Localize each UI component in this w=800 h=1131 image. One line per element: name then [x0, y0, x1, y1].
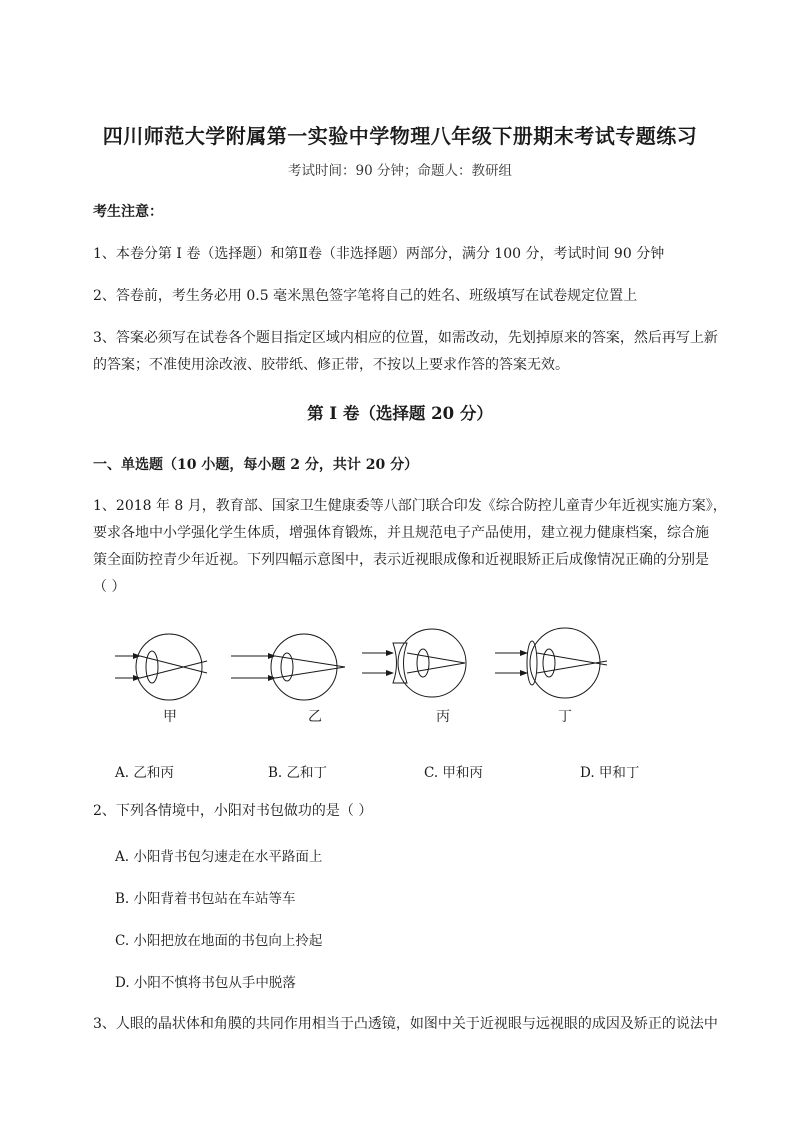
question-1-line: 要求各地中小学强化学生体质，增强体育锻炼，并且规范电子产品使用，建立视力健康档案，综合施 — [93, 525, 709, 541]
notice-heading: 考生注意： — [93, 204, 163, 220]
notice-item: 2、答卷前，考生务必用 0.5 毫米黑色签字笔将自己的姓名、班级填写在试卷规定位置上 — [93, 288, 638, 304]
section-title: 第 I 卷（选择题 20 分） — [307, 404, 493, 423]
question-1-line: 策全面防控青少年近视。下列四幅示意图中，表示近视眼成像和近视眼矫正后成像情况正确的分别是 — [93, 552, 709, 568]
question-1-option-a[interactable]: A. 乙和丙 — [115, 765, 174, 781]
question-1-option-b[interactable]: B. 乙和丁 — [268, 765, 328, 781]
eye-diagram-yi — [231, 634, 345, 700]
eye-diagram-bing — [362, 629, 466, 697]
page-title: 四川师范大学附属第一实验中学物理八年级下册期末考试专题练习 — [102, 124, 698, 148]
part-heading: 一、单选题（10 小题，每小题 2 分，共计 20 分） — [93, 457, 419, 473]
question-2-option-b[interactable]: B. 小阳背着书包站在车站等车 — [115, 891, 296, 907]
notice-item-continued: 的答案；不准使用涂改液、胶带纸、修正带，不按以上要求作答的答案无效。 — [93, 357, 569, 373]
question-3-stem: 3、人眼的晶状体和角膜的共同作用相当于凸透镜，如图中关于近视眼与远视眼的成因及矫正的说法中 — [93, 1016, 718, 1032]
eye-diagram-jia — [115, 634, 207, 700]
eye-lens-figure — [110, 625, 630, 730]
question-2-option-a[interactable]: A. 小阳背书包匀速走在水平路面上 — [115, 849, 323, 865]
figure-label-bing: 丙 — [436, 709, 450, 725]
figure-label-yi: 乙 — [308, 709, 322, 725]
question-1-line: （ ） — [93, 579, 126, 595]
question-2-stem: 2、下列各情境中，小阳对书包做功的是（ ） — [93, 803, 373, 819]
figure-label-jia: 甲 — [163, 709, 177, 725]
question-2-option-c[interactable]: C. 小阳把放在地面的书包向上拎起 — [115, 933, 323, 949]
question-1-option-d[interactable]: D. 甲和丁 — [580, 765, 640, 781]
exam-subtitle: 考试时间：90 分钟；命题人：教研组 — [288, 163, 512, 179]
question-1-option-c[interactable]: C. 甲和丙 — [424, 765, 483, 781]
question-2-option-d[interactable]: D. 小阳不慎将书包从手中脱落 — [115, 975, 296, 991]
notice-item: 1、本卷分第 I 卷（选择题）和第Ⅱ卷（非选择题）两部分，满分 100 分，考试时间 90 分钟 — [93, 246, 665, 262]
question-1-line: 1、2018 年 8 月，教育部、国家卫生健康委等八部门联合印发《综合防控儿童青少年近视实施方案》， — [93, 498, 727, 514]
eye-diagram-ding — [495, 628, 607, 698]
figure-label-ding: 丁 — [558, 709, 572, 725]
notice-item: 3、答案必须写在试卷各个题目指定区域内相应的位置，如需改动，先划掉原来的答案，然后再写上新 — [93, 330, 718, 346]
